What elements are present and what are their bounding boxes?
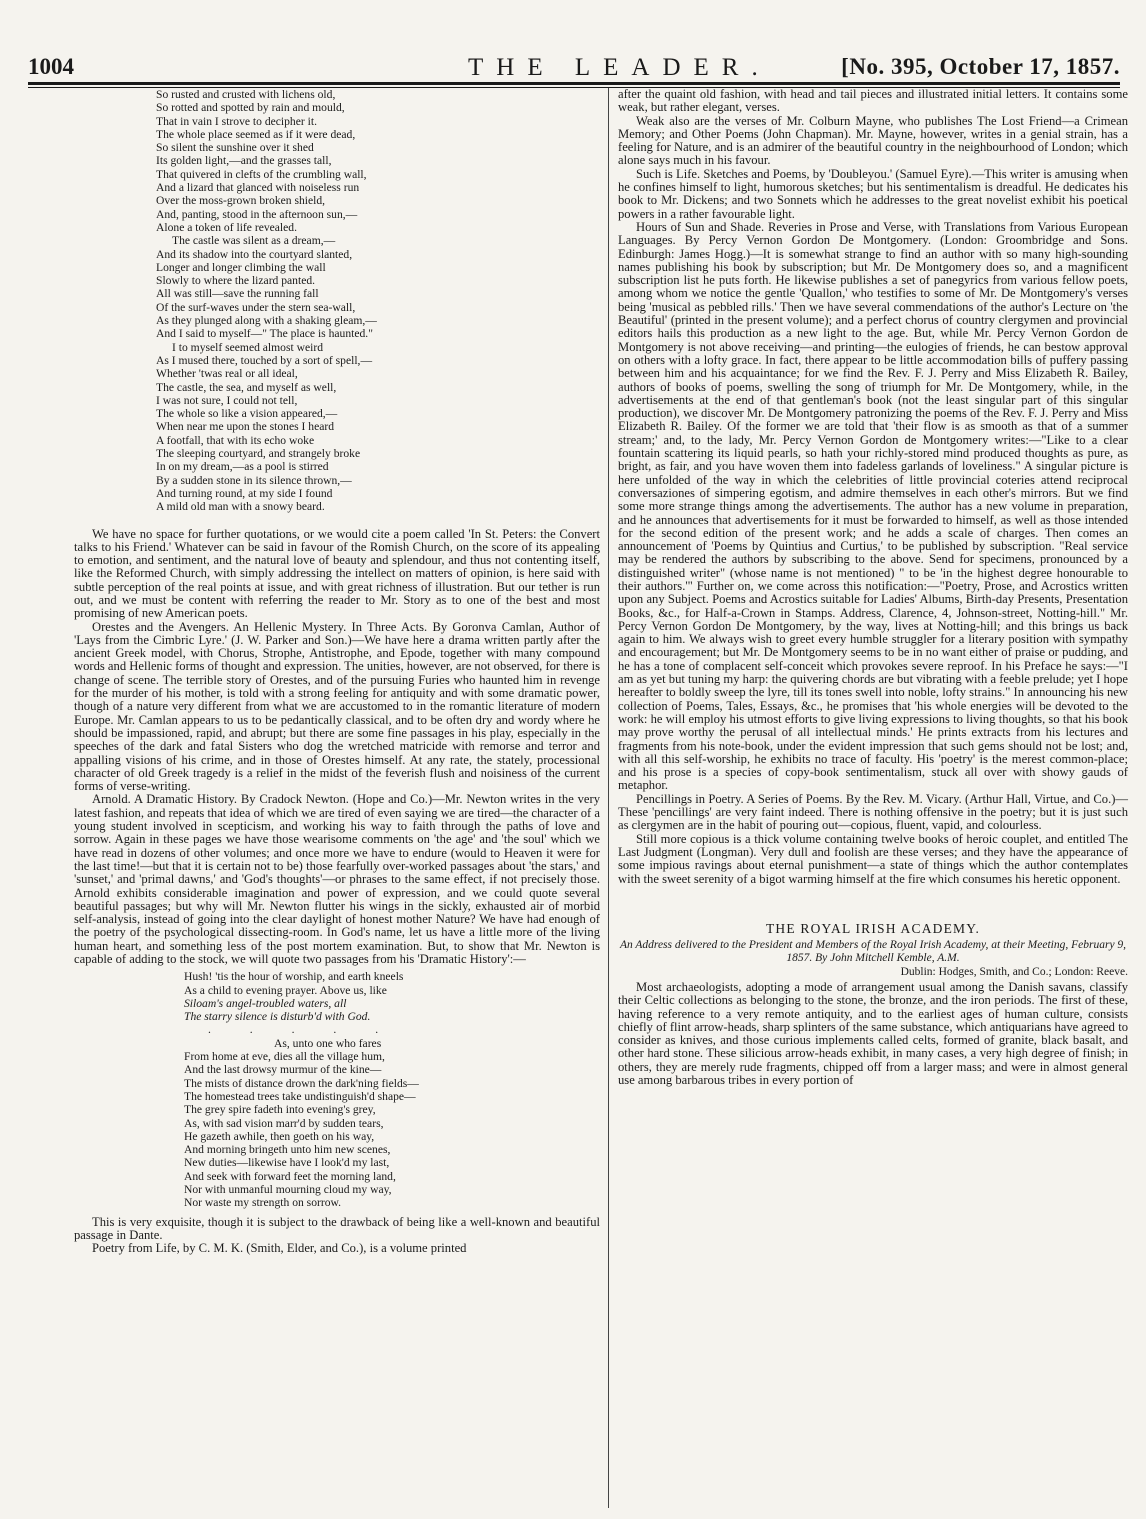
verse-line: A footfall, that with its echo woke xyxy=(156,433,315,447)
verse-line: From home at eve, dies all the village hum, xyxy=(184,1050,385,1064)
issue-date: [No. 395, October 17, 1857. xyxy=(841,54,1120,79)
verse-line: Longer and longer climbing the wall xyxy=(156,260,326,274)
verse-line: As they plunged along with a shaking gleam,— xyxy=(156,314,377,328)
verse-ellipsis: . . . . . xyxy=(208,1023,397,1037)
verse-line: The castle was silent as a dream,— xyxy=(172,234,336,248)
verse-line: Hush! 'tis the hour of worship, and earth kneels xyxy=(184,970,404,984)
verse-line: And its shadow into the courtyard slanted, xyxy=(156,247,353,261)
review-paragraph: We have no space for further quotations, or we would cite a poem called 'In St. Peters: the Convert talks to his Friend.' Whatever can be said in favour of the Romish Church, on the score of its appealing to emotion, and sentiment, and the natural love of beauty and splendour, and thus not contenting itself, like the Reformed Church, with simply addressing the intellect on matters of opinion, is here said with subtle perception of the real points at issue, and with great richness of illustration. But our tether is run out, and we must be content with referring the reader to Mr. Story as to one of the best and most promising of new American poets. xyxy=(74,526,600,621)
verse-line: Its golden light,—and the grasses tall, xyxy=(156,154,332,168)
review-paragraph: This is very exquisite, though it is subject to the drawback of being like a well-known and beautiful passage in Dante. xyxy=(74,1214,600,1242)
verse-line: Alone a token of life revealed. xyxy=(156,220,297,234)
review-paragraph: Weak also are the verses of Mr. Colburn Mayne, who publishes The Lost Friend—a Crimean Memory; and Other Poems (John Chapman). Mr. Mayne, however, writes in a genial strain, has a feeling for Nature, and is an admirer of the beautiful country in the neighbourhood of London; which alone says much in his favour. xyxy=(618,113,1128,168)
verse-line: That in vain I strove to decipher it. xyxy=(156,114,317,128)
verse-line: He gazeth awhile, then goeth on his way, xyxy=(184,1129,375,1143)
verse-line: By a sudden stone in its silence thrown,— xyxy=(156,473,352,487)
verse-line: A mild old man with a snowy beard. xyxy=(156,500,325,514)
verse-line: New duties—likewise have I look'd my last, xyxy=(184,1156,390,1170)
section-subheading: An Address delivered to the President and Members of the Royal Irish Academy, at their Meeting, February 9, 1857. By John Mitchell Kemble, A.M. xyxy=(619,939,1127,965)
verse-line: I was not sure, I could not tell, xyxy=(156,393,298,407)
publisher-line: Dublin: Hodges, Smith, and Co.; London: Reeve. xyxy=(900,965,1128,978)
verse-line: Nor waste my strength on sorrow. xyxy=(184,1196,342,1210)
verse-line: So silent the sunshine over it shed xyxy=(156,141,314,155)
verse-line: And the last drowsy murmur of the kine— xyxy=(184,1063,382,1077)
verse-line: That quivered in clefts of the crumbling wall, xyxy=(156,167,367,181)
page-number: 1004 xyxy=(28,54,74,79)
verse-line: In on my dream,—as a pool is stirred xyxy=(156,460,329,474)
verse-line: As a child to evening prayer. Above us, like xyxy=(184,983,387,997)
left-column xyxy=(74,88,600,1256)
verse-line: The whole place seemed as if it were dead, xyxy=(156,127,356,141)
verse-line: The grey spire fadeth into evening's grey, xyxy=(184,1103,376,1117)
review-paragraph: Arnold. A Dramatic History. By Cradock Newton. (Hope and Co.)—Mr. Newton writes in the very latest fashion, and repeats that idea of which we are tired of even saying we are tired—the character of a young student involved in scepticism, and working his way to faith through the paths of love and sorrow. Again in these pages we have those wearisome comments on 'the age' and 'the soul' which we have read in dozens of other volumes; and once more we have to endure (would to Heaven it were for the last time!—but that it is certain not to be) those fearfully over-worked passages about 'the stars,' and 'sunset,' and 'primal dawns,' and 'God's thoughts'—or phrases to the same effect, if not precisely those. Arnold exhibits considerable imagination and power of expression, and we could quote several beautiful passages; but why will Mr. Newton flutter his wings in the sickly, exhausted air of morbid self-analysis, instead of going into the clear daylight of honest mother Nature? We have had enough of the poetry of the psychological dissecting-room. In God's name, let us have a little more of the living human heart, and something less of the post mortem examination. But, to show that Mr. Newton is capable of adding to the stock, we will quote two passages from his 'Dramatic History':— xyxy=(74,792,600,966)
section-heading: THE ROYAL IRISH ACADEMY. xyxy=(765,920,981,936)
review-paragraph: Pencillings in Poetry. A Series of Poems. By the Rev. M. Vicary. (Arthur Hall, Virtue, and Co.)—These 'pencillings' are very faint indeed. There is nothing offensive in the poetry; but it is just such as clergymen are in the habit of pouring out—copious, fluent, vapid, and colourless. xyxy=(618,791,1128,833)
review-paragraph: Orestes and the Avengers. An Hellenic Mystery. In Three Acts. By Goronva Camlan, Author of 'Lays from the Cimbric Lyre.' (J. W. Parker and Son.)—We have here a drama written partly after the ancient Greek model, with Chorus, Strophe, Antistrophe, and Epode, together with many compound words and Hellenic forms of thought and expression. The unities, however, are not observed, for there is change of scene. The terrible story of Orestes, and of the pursuing Furies who haunted him in revenge for the murder of his mother, is told with a strong feeling for antiquity and with some dramatic power, though of a nature very different from what we are accustomed to in the romantic literature of modern Europe. Mr. Camlan appears to us to be pedantically classical, and to be often dry and wordy where he should be impassioned, rapid, and abrupt; but there are some fine passages in his play, especially in the speeches of the dark and fatal Sisters who dog the wretched matricide with remorse and terror and appalling visions of his crime, and in those of Orestes himself. At any rate, the stately, processional character of old Greek tragedy is a relief in the midst of the feverish flush and noisiness of the current forms of verse-writing. xyxy=(74,619,600,794)
verse-line: And seek with forward feet the morning land, xyxy=(184,1169,396,1183)
review-paragraph: Hours of Sun and Shade. Reveries in Prose and Verse, with Translations from Various European Languages. By Percy Vernon Gordon De Montgomery. (London: Groombridge and Sons. Edinburgh: James Hogg.)—It is somewhat strange to find an author with so many high-sounding names publishing his book by subscription; but Mr. De Montgomery does so, and a magnificent subscription list he puts forth. He likewise publishes a set of panegyrics from various fellow poets, among whom we notice the gentle 'Quallon,' who testifies to some of Mr. De Montgomery's verses being 'musical as pebbled rills.' Then we have several commendations of the author's Lecture on 'the Beautiful' (printed in the present volume); and a perfect chorus of country clergymen and provincial editors hails this production as a new light to the age. But, while Mr. Percy Vernon Gordon de Montgomery is not above receiving—and printing—the eulogies of friends, he can bestow approval on others with a lofty grace. In fact, there appear to be little accommodation bills of puffery passing between him and his acquaintance; for we find the Rev. F. J. Perry and Miss Elizabeth R. Bailey, authors of books of poems, swelling the song of triumph for Mr. De Montgomery, while, in the advertisements at the end of that gentleman's book (not the least singular part of this singular production), we discover Mr. De Montgomery patronizing the poems of the Rev. F. J. Perry and Miss Elizabeth R. Bailey. Of the former we are told that 'their flow is as smooth as that of a summer stream;' and, to the lady, Mr. Percy Vernon Gordon de Montgomery writes:—"Like to a clear fountain scattering its liquid pearls, so hath your richly-stored mind produced thoughts as pure, as bright, as fair, and you have woven them into fadeless garlands of loveliness." A singular picture is here unfolded of the way in which the celebrities of little provincial coteries attend reciprocal conversaziones of simpering egotism, and admire themselves in each other's mirrors. But we find some more strange things among the advertisements. The author has a new volume in preparation, and he announces that advertisements for it must be forwarded to himself, as well as those intended for the second edition of the present work; and he adds a scale of charges. Then comes an announcement of 'Poems by Quintius and Curtius,' to be published by subscription. "Real service may be rendered the authors by subscribing to the above. Send for specimens, pronounced by a distinguished writer" (whose name is not mentioned) " to be 'in the highest degree honourable to their authors.'" Further on, we come across this notification:—"Poetry, Prose, and Acrostics written upon any Subject. Poems and Acrostics suitable for Ladies' Albums, Birth-day Presents, Presentation Books, &c., for Half-a-Crown in Stamps. Address, Clarence, 4, Johnson-street, Notting-hill." Mr. Percy Vernon Gordon De Montgomery, by the way, lives at Notting-hill; and this brings us back again to him. We always wish to greet every humble struggler for a literary position with sympathy and encouragement; but Mr. De Montgomery seems to be in no want either of praise or pudding, and he has a tone of complacent self-conceit which provokes severe reproof. In his Preface he says:—"I am as yet but tuning my harp: the quivering chords are but vibrating with a feeble prelude; yet I hope hereafter to boldly sweep the lyre, till its tones swell into noble, lofty strains." In announcing his new collection of Poems, Tales, Essays, &c., he promises that 'his whole energies will be devoted to the work: he will employ his utmost efforts to give living expressions to living thoughts, so that his book may prove worthy the perusal of all intellectual minds.' He prints extracts from his lectures and fragments from his note-book, under the evident impression that such gems should not be lost; and, with all this self-worship, he exhibits no trace of faculty. His 'poetry' is the merest common-place; and his prose is a species of copy-book sentimentalism, stuck all over with showy gauds of metaphor. xyxy=(618,219,1128,793)
masthead-rule xyxy=(28,82,1120,85)
verse-line: So rotted and spotted by rain and mould, xyxy=(156,101,345,115)
review-paragraph: after the quaint old fashion, with head and tail pieces and illustrated initial letters. It contains some weak, but rather elegant, verses. xyxy=(618,87,1128,115)
newspaper-title: THE LEADER. xyxy=(468,54,771,81)
verse-line: Slowly to where the lizard panted. xyxy=(156,274,316,288)
academy-paragraph: Most archaeologists, adopting a mode of arrangement usual among the Danish savans, classify their Celtic collections as belonging to the stone, the bronze, and the iron periods. The first of these, having reference to a very remote antiquity, and to the earliest ages of human culture, consists chiefly of flint arrow-heads, sharp splinters of the same substance, which antiquarians have agreed to consider as knives, and those curious implements called celts, formed of granite, black basalt, and other hard stone. These silicious arrow-heads exhibit, in many cases, a very high degree of finish; in others, they are merely rude fragments, chipped off from a larger mass; and were in almost general use among barbarous tribes in every portion of xyxy=(618,980,1128,1088)
column-divider xyxy=(608,88,609,1508)
verse-line: The whole so like a vision appeared,— xyxy=(156,407,338,421)
right-column xyxy=(618,88,1128,1087)
verse-line: The sleeping courtyard, and strangely broke xyxy=(156,447,361,461)
verse-line: Whether 'twas real or all ideal, xyxy=(156,367,298,381)
verse-line: Of the surf-waves under the stern sea-wall, xyxy=(156,300,356,314)
verse-line: And I said to myself—" The place is haunted." xyxy=(156,327,373,341)
review-paragraph: Such is Life. Sketches and Poems, by 'Doubleyou.' (Samuel Eyre).—This writer is amusing when he confines himself to light, humorous sketches; but his sentimentalism is dreadful. He dedicates his book to Mr. Dickens; and two Sonnets which he addresses to the great novelist exhibit his poetical powers in a rather favourable light. xyxy=(618,166,1128,221)
verse-line: And a lizard that glanced with noiseless run xyxy=(156,181,360,195)
verse-line: So rusted and crusted with lichens old, xyxy=(156,88,336,101)
verse-line: All was still—save the running fall xyxy=(156,287,319,301)
verse-line: Siloam's angel-troubled waters, all xyxy=(184,996,347,1010)
verse-line: And turning round, at my side I found xyxy=(156,486,333,500)
verse-line: When near me upon the stones I heard xyxy=(156,420,335,434)
poem-castle xyxy=(156,88,600,514)
verse-line: As I mused there, touched by a sort of spell,— xyxy=(156,353,373,367)
verse-line: The homestead trees take undistinguish'd shape— xyxy=(184,1089,416,1103)
verse-line: And, panting, stood in the afternoon sun,— xyxy=(156,207,358,221)
verse-line: The castle, the sea, and myself as well, xyxy=(156,380,337,394)
verse-line: Over the moss-grown broken shield, xyxy=(156,194,326,208)
review-paragraph: Still more copious is a thick volume containing twelve books of heroic couplet, and entitled The Last Judgment (Longman). Very dull and foolish are these verses; and they have the appearance of some impious ravings about eternal punishment—a state of things which the author contemplates with the sweet serenity of a bigot warming himself at the fire which consumes his heretic opponent. xyxy=(618,831,1128,886)
poem-arnold xyxy=(184,970,600,1209)
verse-line: The mists of distance drown the dark'ning fields— xyxy=(184,1076,419,1090)
verse-line: As, unto one who fares xyxy=(274,1036,382,1050)
verse-line: And morning bringeth unto him new scenes, xyxy=(184,1143,391,1157)
verse-line: Nor with unmanful mourning cloud my way, xyxy=(184,1183,392,1197)
verse-line: As, with sad vision marr'd by sudden tears, xyxy=(184,1116,384,1130)
verse-line: The starry silence is disturb'd with God. xyxy=(184,1010,371,1024)
verse-line: I to myself seemed almost weird xyxy=(172,340,324,354)
review-paragraph: Poetry from Life, by C. M. K. (Smith, Elder, and Co.), is a volume printed xyxy=(92,1241,467,1256)
